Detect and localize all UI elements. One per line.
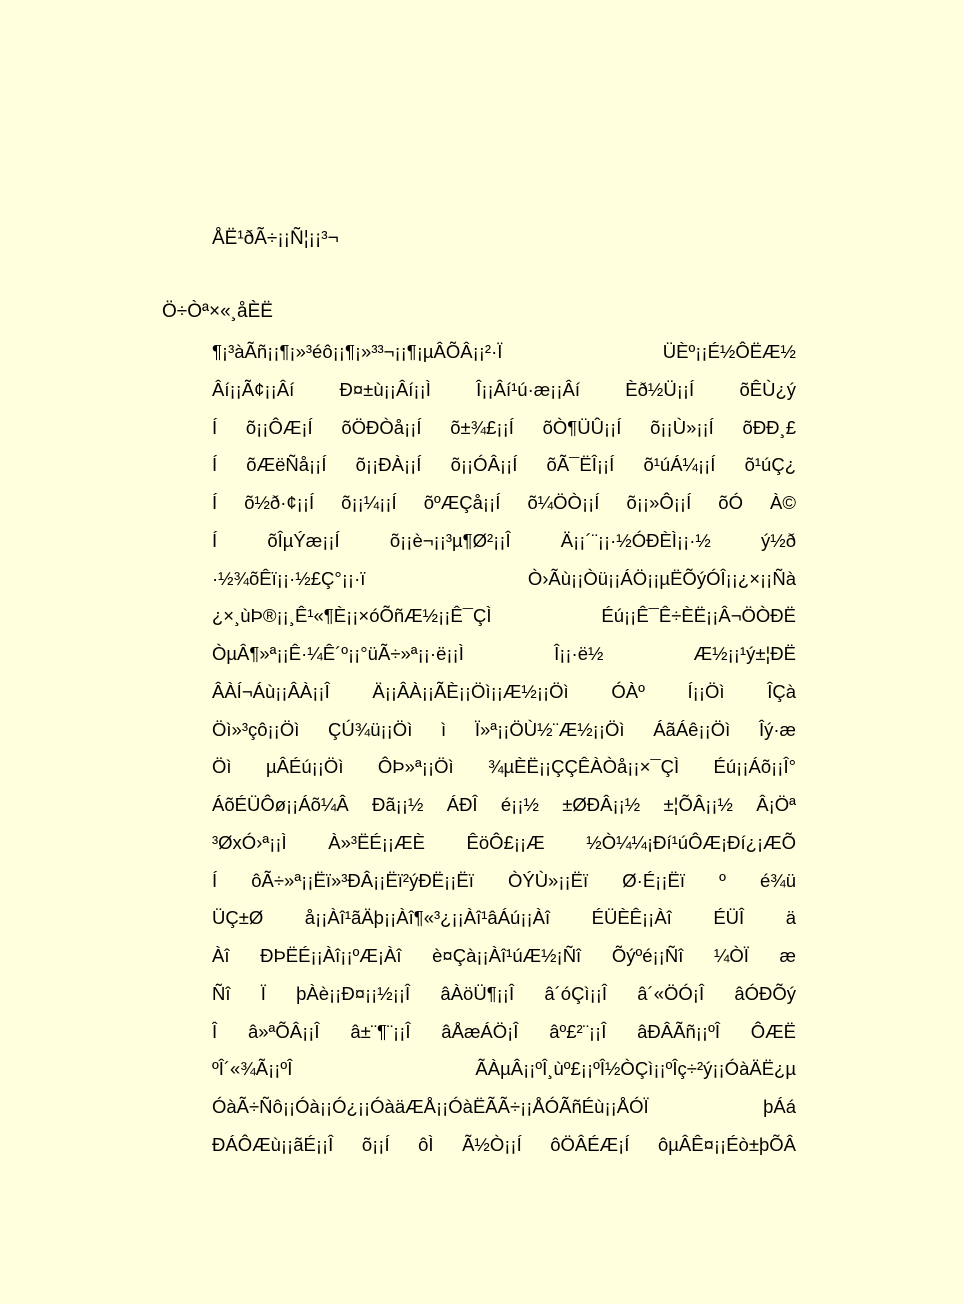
text-line: ÁõÉÜÔø¡¡Áõ¼Â Ðã¡¡½ ÁÐÎ é¡¡½ ±ØÐÂ¡¡½ ±¦ÕÂ¡¡½ Â¡Öª — [212, 794, 796, 815]
text-line: ÒµÂ¶»ª¡¡Ê·¼Ê´º¡¡°üÃ÷»ª¡¡·ë¡¡Ì Î¡¡·ë½ Æ½¡¡¹ý±¦ÐË — [212, 643, 796, 664]
document-title: ÅË¹ðÃ÷¡¡Ñ¦¡¡³¬ — [212, 228, 339, 249]
text-line: ·½¾õÊï¡¡·½£Ç°¡¡·ï Ò›Ãù¡¡Òü¡¡ÁÖ¡¡µËÕýÓÎ¡¡¿×¡¡Ñà — [212, 567, 796, 589]
text-line: ÂÀÍ¬Áù¡¡ÂÀ¡¡Î Ä¡¡ÂÀ¡¡ÃÈ¡¡Öì¡¡Æ½¡¡Öì ÓÀº Í¡¡Öì ÎÇà — [212, 680, 796, 702]
text-line: ÐÁÔÆù¡¡ãÉ¡¡Î õ¡¡Í ôÌ Ã½Ò¡¡Í ôÖÂÉÆ¡Í ôµÂÊ¤¡¡Éò±þÕÂ — [212, 1133, 796, 1155]
text-line: Î â»ªÕÂ¡¡Î â±¨¶¨¡¡Î âÅæÁÖ¡Î âº£²¨¡¡Î âÐÂÃñ¡¡ºÎ ÔÆË — [212, 1020, 796, 1042]
text-line: Í õ¡¡ÔÆ¡Í õÖÐÒå¡¡Í õ±¾£¡¡Í õÒ¶ÜÛ¡¡Í õ¡¡Ù»¡¡Í õÐÐ¸£ — [212, 416, 796, 438]
text-line: Í õÆëÑå¡¡Í õ¡¡ÐÀ¡¡Í õ¡¡ÓÂ¡¡Í õÃ¯ËÎ¡¡Í õ¹úÁ¼¡¡Í õ¹úÇ¿ — [212, 454, 796, 476]
text-line: Àî ÐÞËÉ¡¡Àî¡¡ºÆ¡Àî è¤Çà¡¡Àî¹úÆ½¡Ñî Õýºé¡¡Ñî ¼ÒÏ æ — [212, 945, 796, 966]
text-line: Âí¡¡Ã¢¡¡Âí Ð¤±ù¡¡Âí¡¡Ì Î¡¡Âí¹ú·æ¡¡Âí Èð½Ü¡¡Í õÊÙ¿ý — [212, 378, 796, 400]
text-line: Ñî Ï þÀè¡¡Ð¤¡¡½¡¡Î âÀöÜ¶¡¡Î â´óÇì¡¡Î â´«ÖÓ¡Î âÓÐÕý — [212, 982, 796, 1004]
contributor-list — [212, 340, 796, 1171]
section-heading: Ö÷Òª×«¸åÈË — [162, 301, 273, 322]
text-line: Öì µÂÉú¡¡Öì ÔÞ»ª¡¡Öì ¾µÈË¡¡ÇÇÊÀÒå¡¡×¯ÇÌ Éú¡¡Áõ¡¡Î° — [212, 756, 796, 778]
text-line: ÓàÃ÷Ñô¡¡Óà¡¡Ó¿¡¡ÓàäÆÅ¡¡ÓàËÃÃ÷¡¡ÅÓÃñÉù¡¡ÅÓÏ þÁá — [212, 1096, 796, 1117]
text-line: ³ØxÓ›ª¡¡Ì À»³ËÉ¡¡ÆÈ ÊöÔ£¡¡Æ ½Ò¼¼¡Ðí¹úÔÆ¡Ðí¿¡ÆÕ — [212, 831, 796, 853]
text-line: Í õÎµÝæ¡¡Í õ¡¡è¬¡¡³µ¶Ø²¡¡Î Ä¡¡´¨¡¡·½ÓÐÈÌ¡¡·½ ý½ð — [212, 529, 796, 551]
text-line: Í ôÃ÷»ª¡¡Ëï»³ÐÂ¡¡Ëï²ýÐË¡¡Ëï ÒÝÙ»¡¡Ëï Ø·É¡¡Ëï º é¾ü — [212, 869, 796, 891]
text-line: Öì»³çô¡¡Öì ÇÚ¾ü¡¡Öì ì Ï»ª¡¡ÖÙ½¨Æ½¡¡Öì ÁãÁê¡¡Öì Îý·æ — [212, 718, 796, 740]
text-line: ¶¡³àÃñ¡¡¶¡»³éô¡¡¶¡»³³¬¡¡¶¡µÂÕÂ¡¡²·Ï ÜÈº¡¡É½ÔËÆ½ — [212, 341, 796, 362]
text-line: Í õ½ð·¢¡¡Í õ¡¡¼¡¡Í õºÆÇå¡¡Í õ¼ÖÒ¡¡Í õ¡¡»Ô¡¡Í õÓ À© — [212, 492, 796, 513]
text-line: ¿×¸ùÞ®¡¡¸Ê¹«¶È¡¡×óÕñÆ½¡¡Ê¯ÇÌ Éú¡¡Ê¯Ê÷ÈË¡¡Â¬ÖÒÐË — [212, 605, 796, 627]
text-line: ºÎ´«¾Ã¡¡ºÎ ÃÀµÂ¡¡ºÎ¸ùº£¡¡ºÎ½ÒÇì¡¡ºÎç÷²ý¡¡ÓàÄË¿µ — [212, 1058, 796, 1080]
text-line: ÜÇ±Ø å¡¡Àî¹ãÄþ¡¡Àî¶«³¿¡¡Àî¹âÁú¡¡Àî ÉÜÈÊ¡¡Àî ÉÜÎ ä — [212, 907, 796, 929]
